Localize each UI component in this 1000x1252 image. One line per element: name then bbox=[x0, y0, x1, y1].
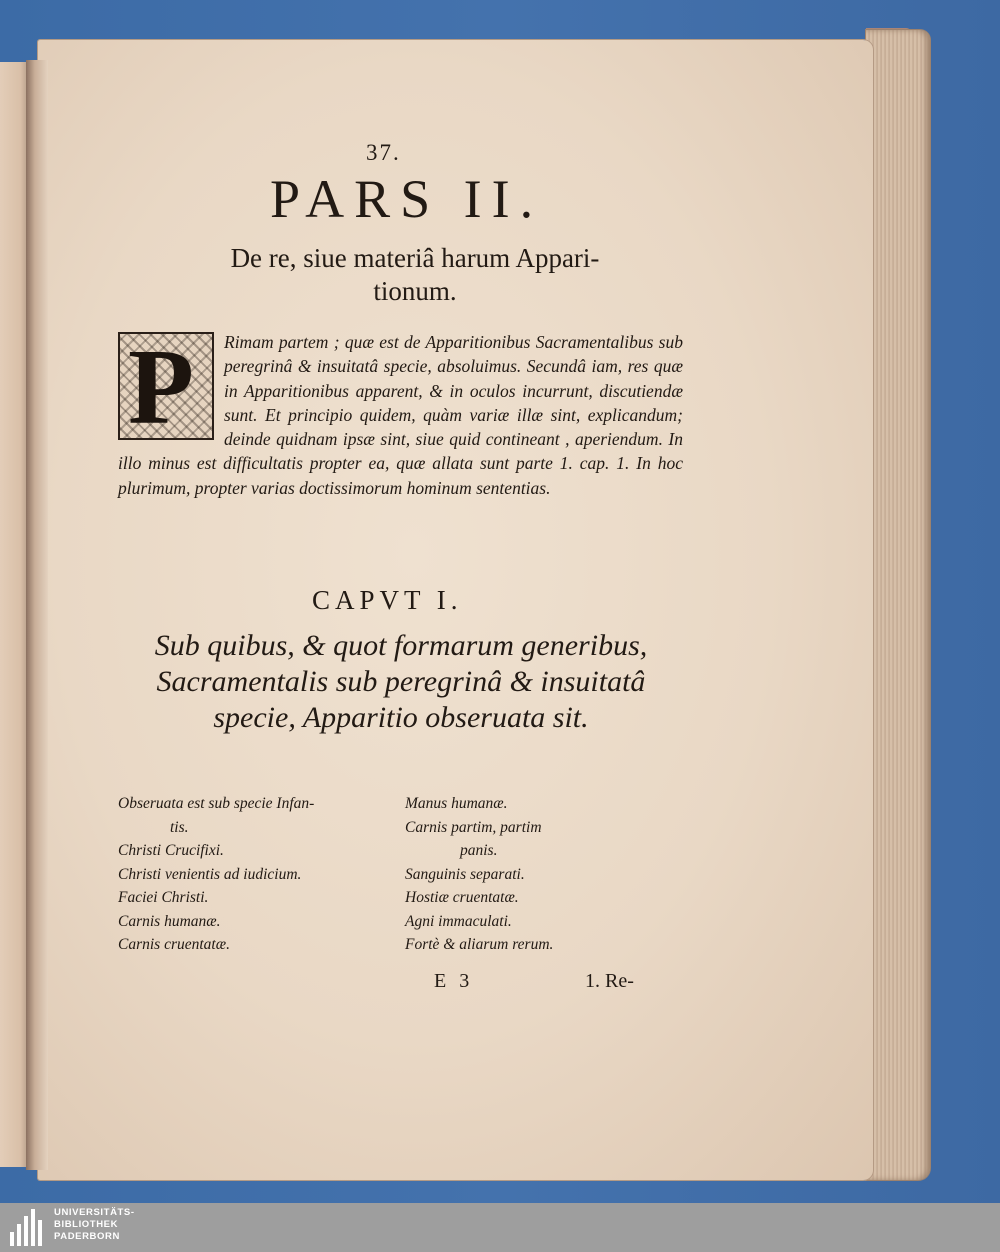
library-name: UNIVERSITÄTS- BIBLIOTHEK PADERBORN bbox=[54, 1207, 135, 1242]
list-item: Carnis partim, partim bbox=[405, 818, 542, 836]
forms-list-right bbox=[405, 792, 635, 957]
chapter-heading: CAPVT I. bbox=[312, 585, 463, 615]
page-number: 37. bbox=[366, 140, 401, 165]
list-item: Christi Crucifixi. bbox=[118, 842, 224, 859]
part-subtitle: De re, siue materiâ harum Appari-tionum. bbox=[230, 243, 600, 306]
paragraph-text: Rimam partem ; quæ est de Apparitionibus Sacramentalibus sub peregrinâ & insuitatâ specie, absoluimus. Secundâ iam, res quæ in Apparitionibus apparent, & in oculos incurrunt, discutiendæ sunt. Et principio quidem, quàm variæ illæ sint, explicandum; deinde quidnam ipsæ sint, siue quid contineant , aperiendum. In illo minus est difficultatis propter ea, quæ allata sunt parte 1. cap. 1. In hoc plurimum, propter varias doctissimorum hominum sententias. bbox=[118, 332, 683, 498]
list-item: Carnis cruentatæ. bbox=[118, 936, 230, 953]
list-item: panis. bbox=[460, 842, 498, 859]
chapter-title: Sub quibus, & quot formarum generibus, Sacramentalis sub peregrinâ & insuitatâ specie, Apparitio obseruata sit. bbox=[154, 629, 648, 734]
catchword: 1. Re- bbox=[585, 970, 634, 992]
body-paragraph bbox=[118, 330, 683, 500]
list-item: Carnis humanæ. bbox=[118, 912, 221, 930]
list-item: Hostiæ cruentatæ. bbox=[405, 889, 519, 906]
list-item: Faciei Christi. bbox=[118, 889, 209, 906]
part-title: PARS II. bbox=[270, 169, 544, 229]
library-logo-icon bbox=[8, 1207, 46, 1248]
ornamental-initial bbox=[118, 328, 214, 447]
signature-mark: E 3 bbox=[434, 970, 474, 992]
list-item: Agni immaculati. bbox=[405, 912, 512, 930]
list-item: Fortè & aliarum rerum. bbox=[405, 936, 554, 953]
list-item: Sanguinis separati. bbox=[405, 865, 525, 883]
page-edge-stack bbox=[866, 30, 930, 1180]
list-item: Christi venientis ad iudicium. bbox=[118, 865, 302, 883]
forms-list-left bbox=[118, 792, 388, 957]
drop-cap-letter: P bbox=[128, 328, 194, 447]
list-item: tis. bbox=[170, 818, 189, 836]
list-item: Obseruata est sub specie Infan- bbox=[118, 795, 315, 812]
book-gutter bbox=[26, 60, 48, 1170]
list-item: Manus humanæ. bbox=[405, 795, 508, 812]
library-footer bbox=[0, 1203, 1000, 1252]
